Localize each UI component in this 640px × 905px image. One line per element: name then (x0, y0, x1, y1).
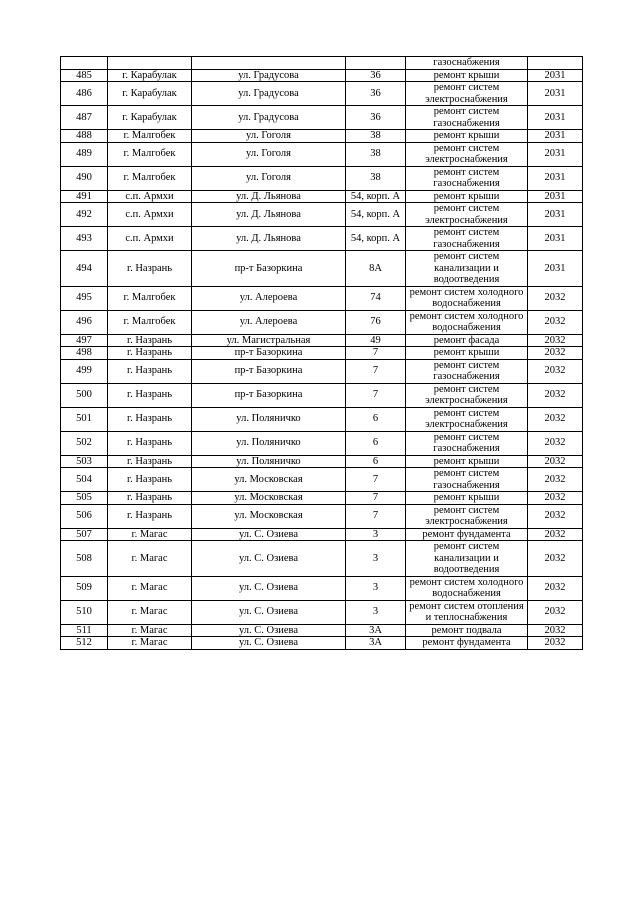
work-type-cell: ремонт систем электроснабжения (406, 203, 528, 227)
city-cell: г. Назрань (108, 431, 192, 455)
house-number-cell: 3 (346, 528, 406, 541)
document-page (60, 56, 582, 650)
row-number-cell: 502 (61, 431, 108, 455)
work-type-cell: ремонт крыши (406, 455, 528, 468)
work-type-cell: ремонт фундамента (406, 528, 528, 541)
table-row (61, 310, 583, 334)
row-number-cell: 512 (61, 637, 108, 650)
row-number-cell: 489 (61, 142, 108, 166)
table-row (61, 251, 583, 287)
city-cell: г. Назрань (108, 359, 192, 383)
year-cell: 2032 (528, 334, 583, 347)
house-number-cell: 7 (346, 359, 406, 383)
work-type-cell: ремонт систем газоснабжения (406, 431, 528, 455)
street-cell: ул. С. Озиева (192, 600, 346, 624)
table-row (61, 600, 583, 624)
year-cell: 2031 (528, 69, 583, 82)
year-cell: 2031 (528, 227, 583, 251)
work-type-cell: ремонт крыши (406, 492, 528, 505)
year-cell: 2031 (528, 251, 583, 287)
table-row (61, 455, 583, 468)
city-cell: г. Назрань (108, 383, 192, 407)
year-cell: 2032 (528, 541, 583, 577)
street-cell: ул. Гоголя (192, 166, 346, 190)
street-cell: ул. Алероева (192, 286, 346, 310)
year-cell: 2032 (528, 492, 583, 505)
year-cell: 2032 (528, 528, 583, 541)
year-cell: 2031 (528, 106, 583, 130)
table-row (61, 130, 583, 143)
street-cell: ул. Магистральная (192, 334, 346, 347)
street-cell: пр-т Базоркина (192, 251, 346, 287)
street-cell: ул. С. Озиева (192, 637, 346, 650)
row-number-cell: 487 (61, 106, 108, 130)
street-cell: ул. С. Озиева (192, 576, 346, 600)
table-body (61, 57, 583, 650)
work-type-cell: ремонт систем холодного водоснабжения (406, 310, 528, 334)
house-number-cell: 74 (346, 286, 406, 310)
year-cell: 2032 (528, 468, 583, 492)
row-number-cell: 485 (61, 69, 108, 82)
table-row (61, 359, 583, 383)
row-number-cell: 495 (61, 286, 108, 310)
street-cell: ул. Д. Льянова (192, 203, 346, 227)
work-type-cell: ремонт систем газоснабжения (406, 227, 528, 251)
city-cell: г. Магас (108, 600, 192, 624)
row-number-cell: 506 (61, 504, 108, 528)
work-type-cell: ремонт систем канализации и водоотведения (406, 251, 528, 287)
street-cell: ул. Московская (192, 468, 346, 492)
city-cell: г. Малгобек (108, 142, 192, 166)
street-cell: пр-т Базоркина (192, 347, 346, 360)
city-cell: г. Назрань (108, 504, 192, 528)
row-number-cell: 505 (61, 492, 108, 505)
street-cell: ул. Московская (192, 504, 346, 528)
table-row (61, 57, 583, 70)
house-number-cell: 38 (346, 166, 406, 190)
city-cell: г. Магас (108, 541, 192, 577)
street-cell: ул. Поляничко (192, 431, 346, 455)
work-type-cell: ремонт крыши (406, 69, 528, 82)
table-row (61, 190, 583, 203)
table-row (61, 82, 583, 106)
house-number-cell: 3А (346, 624, 406, 637)
year-cell: 2031 (528, 82, 583, 106)
work-type-cell: ремонт крыши (406, 190, 528, 203)
row-number-cell: 486 (61, 82, 108, 106)
row-number-cell: 494 (61, 251, 108, 287)
work-type-cell: ремонт крыши (406, 347, 528, 360)
year-cell: 2032 (528, 624, 583, 637)
work-type-cell: ремонт систем газоснабжения (406, 359, 528, 383)
row-number-cell: 493 (61, 227, 108, 251)
house-number-cell: 3А (346, 637, 406, 650)
row-number-cell: 500 (61, 383, 108, 407)
house-number-cell (346, 57, 406, 70)
row-number-cell: 508 (61, 541, 108, 577)
year-cell: 2031 (528, 203, 583, 227)
work-type-cell: ремонт систем холодного водоснабжения (406, 286, 528, 310)
city-cell: г. Назрань (108, 407, 192, 431)
table-row (61, 334, 583, 347)
house-number-cell: 54, корп. А (346, 190, 406, 203)
table-row (61, 541, 583, 577)
street-cell: пр-т Базоркина (192, 383, 346, 407)
city-cell: г. Малгобек (108, 166, 192, 190)
city-cell: г. Назрань (108, 251, 192, 287)
house-number-cell: 6 (346, 431, 406, 455)
table-row (61, 504, 583, 528)
row-number-cell: 507 (61, 528, 108, 541)
table-row (61, 407, 583, 431)
year-cell: 2032 (528, 431, 583, 455)
street-cell: ул. С. Озиева (192, 624, 346, 637)
city-cell: с.п. Армхи (108, 190, 192, 203)
city-cell: г. Магас (108, 528, 192, 541)
street-cell: ул. С. Озиева (192, 541, 346, 577)
house-number-cell: 3 (346, 541, 406, 577)
year-cell (528, 57, 583, 70)
work-type-cell: ремонт крыши (406, 130, 528, 143)
street-cell (192, 57, 346, 70)
year-cell: 2032 (528, 600, 583, 624)
work-type-cell: ремонт фундамента (406, 637, 528, 650)
table-row (61, 383, 583, 407)
table-row (61, 347, 583, 360)
work-type-cell: ремонт систем электроснабжения (406, 383, 528, 407)
table-row (61, 468, 583, 492)
street-cell: ул. Д. Льянова (192, 190, 346, 203)
house-number-cell: 7 (346, 383, 406, 407)
year-cell: 2031 (528, 190, 583, 203)
street-cell: ул. Поляничко (192, 455, 346, 468)
house-number-cell: 76 (346, 310, 406, 334)
row-number-cell: 504 (61, 468, 108, 492)
work-type-cell: ремонт подвала (406, 624, 528, 637)
table-row (61, 637, 583, 650)
house-number-cell: 49 (346, 334, 406, 347)
table-row (61, 286, 583, 310)
row-number-cell: 511 (61, 624, 108, 637)
table-row (61, 576, 583, 600)
street-cell: ул. С. Озиева (192, 528, 346, 541)
row-number-cell (61, 57, 108, 70)
work-type-cell: ремонт систем электроснабжения (406, 407, 528, 431)
row-number-cell: 509 (61, 576, 108, 600)
house-number-cell: 36 (346, 106, 406, 130)
table-row (61, 492, 583, 505)
year-cell: 2032 (528, 637, 583, 650)
table-row (61, 528, 583, 541)
work-type-cell: ремонт систем электроснабжения (406, 82, 528, 106)
row-number-cell: 510 (61, 600, 108, 624)
house-number-cell: 54, корп. А (346, 227, 406, 251)
house-number-cell: 6 (346, 407, 406, 431)
city-cell: г. Малгобек (108, 130, 192, 143)
row-number-cell: 503 (61, 455, 108, 468)
row-number-cell: 492 (61, 203, 108, 227)
work-type-cell: ремонт систем холодного водоснабжения (406, 576, 528, 600)
city-cell: г. Малгобек (108, 286, 192, 310)
city-cell: г. Карабулак (108, 82, 192, 106)
city-cell: г. Назрань (108, 455, 192, 468)
row-number-cell: 499 (61, 359, 108, 383)
work-type-cell: ремонт систем газоснабжения (406, 166, 528, 190)
city-cell: с.п. Армхи (108, 227, 192, 251)
table-row (61, 142, 583, 166)
house-number-cell: 38 (346, 130, 406, 143)
city-cell: г. Магас (108, 576, 192, 600)
city-cell: с.п. Армхи (108, 203, 192, 227)
year-cell: 2032 (528, 286, 583, 310)
work-type-cell: ремонт систем газоснабжения (406, 106, 528, 130)
house-number-cell: 36 (346, 82, 406, 106)
street-cell: ул. Гоголя (192, 142, 346, 166)
year-cell: 2032 (528, 455, 583, 468)
house-number-cell: 54, корп. А (346, 203, 406, 227)
work-type-cell: ремонт систем газоснабжения (406, 468, 528, 492)
house-number-cell: 38 (346, 142, 406, 166)
row-number-cell: 498 (61, 347, 108, 360)
work-type-cell: ремонт систем электроснабжения (406, 504, 528, 528)
table-row (61, 431, 583, 455)
table-row (61, 106, 583, 130)
year-cell: 2032 (528, 576, 583, 600)
table-row (61, 69, 583, 82)
work-type-cell: ремонт систем отопления и теплоснабжения (406, 600, 528, 624)
city-cell (108, 57, 192, 70)
house-number-cell: 3 (346, 600, 406, 624)
house-number-cell: 7 (346, 492, 406, 505)
year-cell: 2032 (528, 310, 583, 334)
row-number-cell: 497 (61, 334, 108, 347)
work-type-cell: газоснабжения (406, 57, 528, 70)
year-cell: 2031 (528, 166, 583, 190)
street-cell: ул. Поляничко (192, 407, 346, 431)
year-cell: 2032 (528, 383, 583, 407)
year-cell: 2032 (528, 347, 583, 360)
city-cell: г. Малгобек (108, 310, 192, 334)
table-row (61, 203, 583, 227)
house-number-cell: 7 (346, 347, 406, 360)
table-row (61, 624, 583, 637)
city-cell: г. Назрань (108, 347, 192, 360)
year-cell: 2031 (528, 130, 583, 143)
row-number-cell: 491 (61, 190, 108, 203)
year-cell: 2032 (528, 407, 583, 431)
street-cell: пр-т Базоркина (192, 359, 346, 383)
row-number-cell: 490 (61, 166, 108, 190)
house-number-cell: 8А (346, 251, 406, 287)
house-number-cell: 3 (346, 576, 406, 600)
row-number-cell: 496 (61, 310, 108, 334)
house-number-cell: 6 (346, 455, 406, 468)
work-type-cell: ремонт фасада (406, 334, 528, 347)
work-type-cell: ремонт систем канализации и водоотведения (406, 541, 528, 577)
city-cell: г. Карабулак (108, 69, 192, 82)
house-number-cell: 7 (346, 504, 406, 528)
house-number-cell: 36 (346, 69, 406, 82)
year-cell: 2032 (528, 504, 583, 528)
city-cell: г. Назрань (108, 334, 192, 347)
table-row (61, 166, 583, 190)
year-cell: 2031 (528, 142, 583, 166)
city-cell: г. Карабулак (108, 106, 192, 130)
street-cell: ул. Д. Льянова (192, 227, 346, 251)
row-number-cell: 488 (61, 130, 108, 143)
street-cell: ул. Гоголя (192, 130, 346, 143)
city-cell: г. Магас (108, 624, 192, 637)
work-type-cell: ремонт систем электроснабжения (406, 142, 528, 166)
city-cell: г. Назрань (108, 492, 192, 505)
street-cell: ул. Градусова (192, 69, 346, 82)
city-cell: г. Магас (108, 637, 192, 650)
street-cell: ул. Московская (192, 492, 346, 505)
repair-schedule-table (60, 56, 583, 650)
street-cell: ул. Градусова (192, 82, 346, 106)
table-row (61, 227, 583, 251)
house-number-cell: 7 (346, 468, 406, 492)
city-cell: г. Назрань (108, 468, 192, 492)
year-cell: 2032 (528, 359, 583, 383)
street-cell: ул. Алероева (192, 310, 346, 334)
street-cell: ул. Градусова (192, 106, 346, 130)
row-number-cell: 501 (61, 407, 108, 431)
